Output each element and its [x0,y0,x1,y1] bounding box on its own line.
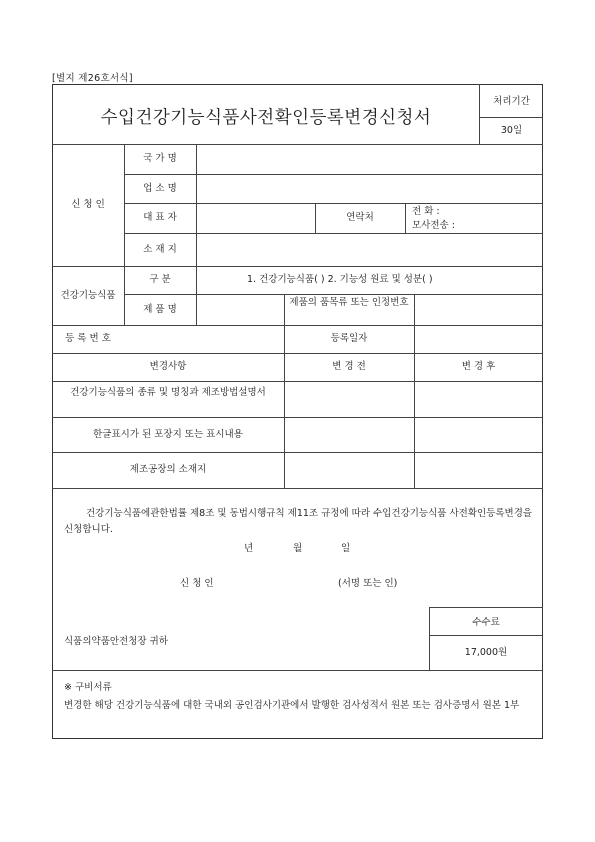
title-bottom-rule [52,144,543,145]
signature-label: (서명 또는 인) [338,578,398,589]
date-month: 월 [293,543,303,554]
fax-label: 모사전송 : [412,220,455,231]
category-label: 구 분 [149,274,171,285]
contact-label: 연락처 [346,212,374,223]
change-header-item: 변경사항 [149,361,187,372]
date-day: 일 [341,543,351,554]
registration-date-label: 등록일자 [330,333,368,344]
address-label: 소 재 지 [143,244,177,255]
registration-number-label: 등 록 번 호 [65,333,111,344]
change-row-3: 제조공장의 소재지 [129,464,207,475]
form-title: 수입건강기능식품사전확인등록변경신청서 [100,108,432,128]
change-header-after: 변 경 후 [461,361,496,372]
form-number-label: [별지 제26호서식] [52,73,133,84]
processing-period-value: 30일 [500,125,523,136]
applicant-section-label: 신 청 인 [71,199,105,210]
item-number-label: 제품의 품목류 또는 인정번호 [289,297,409,308]
required-documents-title: ※ 구비서류 [64,682,112,693]
processing-divider [479,117,543,118]
signature-applicant-label: 신 청 인 [180,578,214,589]
change-row-1: 건강기능식품의 종류 및 명칭과 제조방법설명서 [70,387,266,398]
phone-label: 전 화 : [412,206,440,217]
company-label: 업 소 명 [143,183,177,194]
processing-period-label: 처리기간 [493,96,530,107]
application-statement: 건강기능식품에관한법률 제8조 및 동법시행규칙 제11조 규정에 따라 수입건강기능식품 사전확인등록변경을 신청합니다. [64,508,533,535]
fee-value: 17,000원 [464,647,508,658]
change-header-before: 변 경 전 [332,361,366,372]
country-label: 국 가 명 [143,153,177,164]
date-year: 년 [244,543,254,554]
representative-label: 대 표 자 [143,212,177,223]
recipient-label: 식품의약품안전청장 귀하 [64,636,168,647]
food-section-label: 건강기능식품 [60,290,116,301]
required-documents-text: 변경한 해당 건강기능식품에 대한 국내외 공인검사기관에서 발행한 검사성적서 원본 또는 검사증명서 원본 1부 [64,700,520,711]
change-row-2: 한글표시가 된 포장지 또는 표시내용 [93,429,243,440]
category-options: 1. 건강기능식품( ) 2. 기능성 원료 및 성분( ) [247,274,433,285]
product-name-label: 제 품 명 [143,304,177,315]
fee-label: 수수료 [472,617,500,628]
